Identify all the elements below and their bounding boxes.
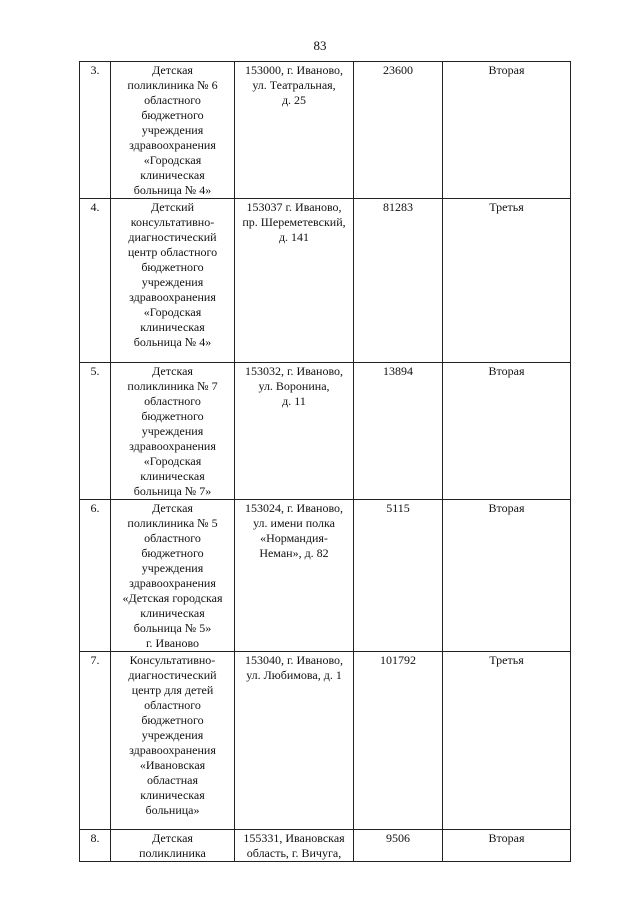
facility-name-cell: Детская поликлиника № 6 областного бюджетного учреждения здравоохранения «Городская клиническая больница № 4» — [111, 62, 235, 199]
facility-name-cell: Детская поликлиника № 5 областного бюджетного учреждения здравоохранения «Детская городская клиническая больница № 5» г. Иваново — [111, 500, 235, 652]
row-number-cell: 6. — [80, 500, 111, 652]
category-cell: Вторая — [443, 62, 571, 199]
population-cell: 23600 — [354, 62, 443, 199]
address-cell: 153000, г. Иваново, ул. Театральная, д. 25 — [235, 62, 354, 199]
population-cell: 9506 — [354, 830, 443, 862]
population-cell: 81283 — [354, 199, 443, 363]
row-number-cell: 4. — [80, 199, 111, 363]
address-cell: 153037 г. Иваново, пр. Шереметевский, д. 141 — [235, 199, 354, 363]
row-number-cell: 7. — [80, 652, 111, 830]
category-cell: Вторая — [443, 830, 571, 862]
address-cell: 155331, Ивановская область, г. Вичуга, — [235, 830, 354, 862]
table-row — [80, 199, 571, 363]
table-row — [80, 363, 571, 500]
population-cell: 101792 — [354, 652, 443, 830]
population-cell: 13894 — [354, 363, 443, 500]
page-number: 83 — [313, 38, 327, 53]
table-row — [80, 652, 571, 830]
facility-name-cell: Детская поликлиника № 7 областного бюджетного учреждения здравоохранения «Городская клиническая больница № 7» — [111, 363, 235, 500]
category-cell: Вторая — [443, 363, 571, 500]
row-number-cell: 8. — [80, 830, 111, 862]
address-cell: 153024, г. Иваново, ул. имени полка «Нормандия- Неман», д. 82 — [235, 500, 354, 652]
table-row — [80, 500, 571, 652]
row-number-cell: 5. — [80, 363, 111, 500]
facility-name-cell: Консультативно- диагностический центр для детей областного бюджетного учреждения здравоохранения «Ивановская областная клиническая больница» — [111, 652, 235, 830]
category-cell: Третья — [443, 652, 571, 830]
address-cell: 153032, г. Иваново, ул. Воронина, д. 11 — [235, 363, 354, 500]
facility-name-cell: Детский консультативно- диагностический центр областного бюджетного учреждения здравоохранения «Городская клиническая больница № 4» — [111, 199, 235, 363]
table-row — [80, 62, 571, 199]
row-number-cell: 3. — [80, 62, 111, 199]
address-cell: 153040, г. Иваново, ул. Любимова, д. 1 — [235, 652, 354, 830]
population-cell: 5115 — [354, 500, 443, 652]
facility-name-cell: Детская поликлиника — [111, 830, 235, 862]
facilities-table — [79, 61, 571, 862]
category-cell: Вторая — [443, 500, 571, 652]
category-cell: Третья — [443, 199, 571, 363]
table-row — [80, 830, 571, 862]
